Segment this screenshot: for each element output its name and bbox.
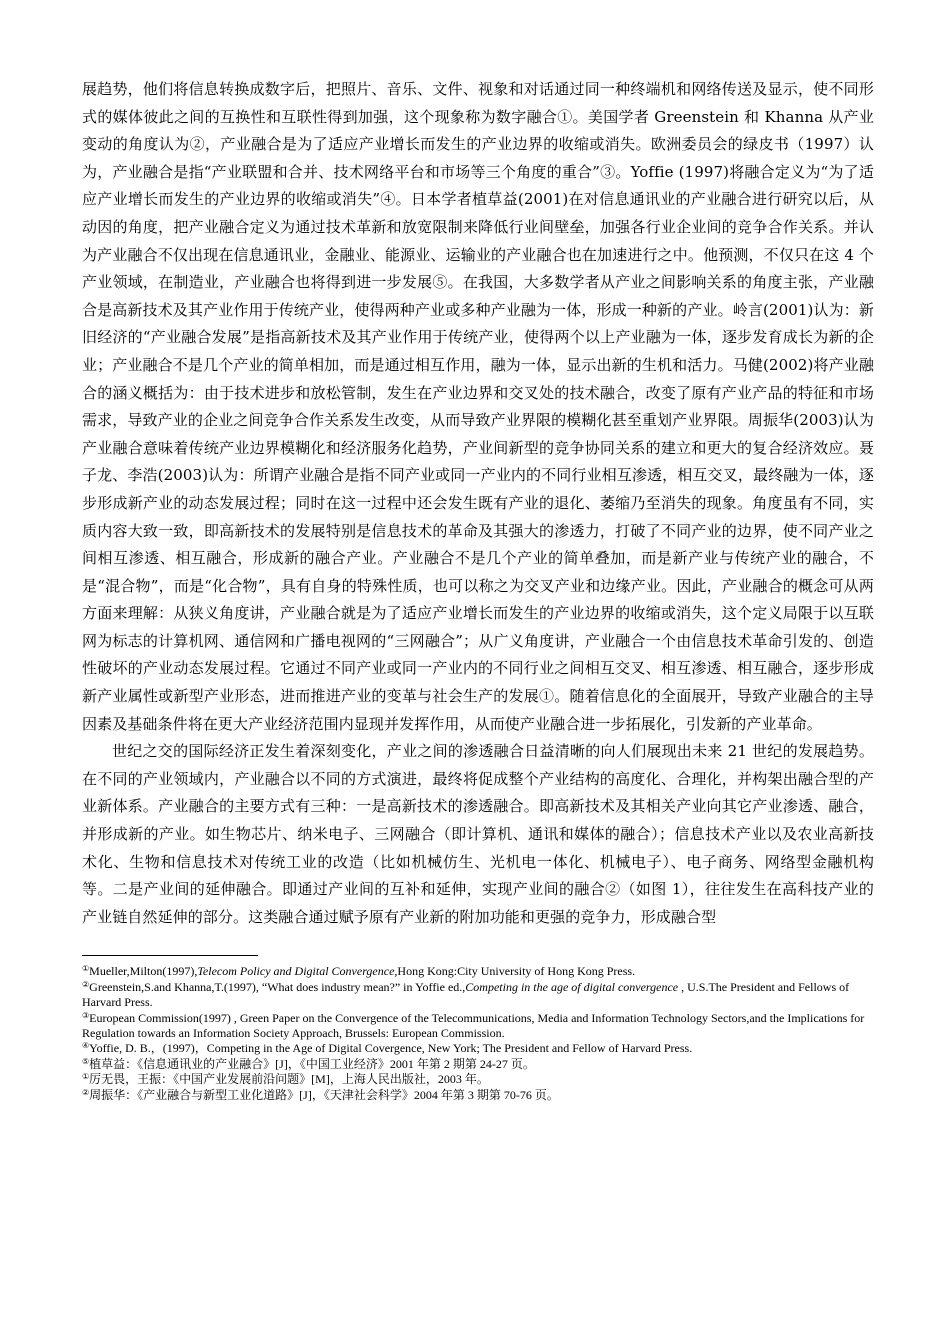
footnote-text-end: , U.S.The President and Fellows of Harvard Press. <box>82 979 850 1010</box>
footnote-title: Competing in the age of digital convergence <box>465 979 679 994</box>
footnote-3 <box>82 1011 874 1042</box>
footnote-1 <box>82 964 874 979</box>
footnote-text: 周振华：《产业融合与新型工业化道路》[J]，《天津社会科学》2004 年第 3 期第 70-76 页。 <box>89 1087 559 1102</box>
footnote-text: Yoffie, D. B.，(1997)，Competing in the Age of Digital Covergence, New York; The President and Fellow of Harvard Press. <box>89 1041 693 1056</box>
footnote-mark: ④ <box>82 1041 90 1051</box>
body-paragraph-1: 展趋势，他们将信息转换成数字后，把照片、音乐、文件、视象和对话通过同一种终端机和网络传送及显示，使不同形式的媒体彼此之间的互换性和互联性得到加强，这个现象称为数字融合①。美国学者 Greenstein 和 Khanna 从产业变动的角度认为②，产业融合是为了适应产业增长而发生的产业边界的收缩或消失。欧洲委员会的绿皮书（1997）认为，产业融合是指“产业联盟和合并、技术网络平台和市场等三个角度的重合”③。Yoffie (1997)将融合定义为“为了适应产业增长而发生的产业边界的收缩或消失”④。日本学者植草益(2001)在对信息通讯业的产业融合进行研究以后，从动因的角度，把产业融合定义为通过技术革新和放宽限制来降低行业间壁垒，加强各行业企业间的竞争合作关系。并认为产业融合不仅出现在信息通讯业，金融业、能源业、运输业的产业融合也在加速进行之中。他预测，不仅只在这 4 个产业领域，在制造业，产业融合也将得到进一步发展⑤。在我国，大多数学者从产业之间影响关系的角度主张，产业融合是高新技术及其产业作用于传统产业，使得两种产业或多种产业融为一体，形成一种新的产业。岭言(2001)认为：新旧经济的“产业融合发展”是指高新技术及其产业作用于传统产业，使得两个以上产业融为一体，逐步发育成长为新的企业；产业融合不是几个产业的简单相加，而是通过相互作用，融为一体，显示出新的生机和活力。马健(2002)将产业融合的涵义概括为：由于技术进步和放松管制，发生在产业边界和交叉处的技术融合，改变了原有产业产品的特征和市场需求，导致产业的企业之间竞争合作关系发生改变，从而导致产业界限的模糊化甚至重划产业界限。周振华(2003)认为产业融合意味着传统产业边界模糊化和经济服务化趋势，产业间新型的竞争协同关系的建立和更大的复合经济效应。聂子龙、李浩(2003)认为：所谓产业融合是指不同产业或同一产业内的不同行业相互渗透，相互交叉，最终融为一体，逐步形成新产业的动态发展过程；同时在这一过程中还会发生既有产业的退化、萎缩乃至消失的现象。角度虽有不同，实质内容大致一致，即高新技术的发展特别是信息技术的革命及其强大的渗透力，打破了不同产业的边界，使不同产业之间相互渗透、相互融合，形成新的融合产业。产业融合不是几个产业的简单叠加，而是新产业与传统产业的融合，不是“混合物”，而是“化合物”，具有自身的特殊性质，也可以称之为交叉产业和边缘产业。因此，产业融合的概念可从两方面来理解：从狭义角度讲，产业融合就是为了适应产业增长而发生的产业边界的收缩或消失，这个定义局限于以互联网为标志的计算机网、通信网和广播电视网的“三网融合”；从广义角度讲，产业融合一个由信息技术革命引发的、创造性破坏的产业动态发展过程。它通过不同产业或同一产业内的不同行业之间相互交叉、相互渗透、相互融合，逐步形成新产业属性或新型产业形态，进而推进产业的变革与社会生产的发展①。随着信息化的全面展开，导致产业融合的主导因素及基础条件将在更大产业经济范围内显现并发挥作用，从而使产业融合进一步拓展化，引发新的产业革命。 <box>82 80 874 733</box>
footnote-5 <box>82 1057 874 1072</box>
footnote-text: 植草益：《信息通讯业的产业融合》[J]，《中国工业经济》2001 年第 2 期第 24-27 页。 <box>89 1056 535 1071</box>
footnote-mark: ① <box>82 1072 90 1082</box>
footnote-text-end: ,Hong Kong:City University of Hong Kong Press. <box>394 964 636 979</box>
footnote-mark: ② <box>82 979 90 989</box>
footnote-text: Greenstein,S.and Khanna,T.(1997), “What does industry mean?” in Yoffie ed., <box>89 979 466 994</box>
footnote-title: Telecom Policy and Digital Convergence <box>197 964 395 979</box>
footnote-4 <box>82 1041 874 1056</box>
footnotes <box>82 964 874 1103</box>
footnote-divider <box>82 955 258 956</box>
footnote-text: European Commission(1997) , Green Paper on the Convergence of the Telecommunications, Media and Information Technology Sectors,and the Implications for Regulation towards an Information Society Approach, Brussels: European Commission. <box>82 1010 865 1041</box>
footnote-2 <box>82 980 874 1011</box>
footnote-mark: ⑤ <box>82 1056 90 1066</box>
footnote-6 <box>82 1072 874 1087</box>
body-paragraph-2: 世纪之交的国际经济正发生着深刻变化，产业之间的渗透融合日益清晰的向人们展现出未来 21 世纪的发展趋势。在不同的产业领域内，产业融合以不同的方式演进，最终将促成整个产业结构的高度化、合理化，并构架出融合型的产业新体系。产业融合的主要方式有三种：一是高新技术的渗透融合。即高新技术及其相关产业向其它产业渗透、融合，并形成新的产业。如生物芯片、纳米电子、三网融合（即计算机、通讯和媒体的融合）；信息技术产业以及农业高新技术化、生物和信息技术对传统工业的改造（比如机械仿生、光机电一体化、机械电子）、电子商务、网络型金融机构等。二是产业间的延伸融合。即通过产业间的互补和延伸，实现产业间的融合②（如图 1），往往发生在高科技产业的产业链自然延伸的部分。这类融合通过赋予原有产业新的附加功能和更强的竞争力，形成融合型 <box>82 742 874 926</box>
footnote-7 <box>82 1088 874 1103</box>
footnote-mark: ② <box>82 1087 90 1097</box>
footnote-text: Mueller,Milton(1997), <box>89 964 198 979</box>
footnote-text: 厉无畏，王振：《中国产业发展前沿问题》[M]，上海人民出版社，2003 年。 <box>89 1072 489 1087</box>
footnote-mark: ① <box>82 964 90 974</box>
footnote-mark: ③ <box>82 1010 90 1020</box>
document-page <box>82 76 874 1103</box>
